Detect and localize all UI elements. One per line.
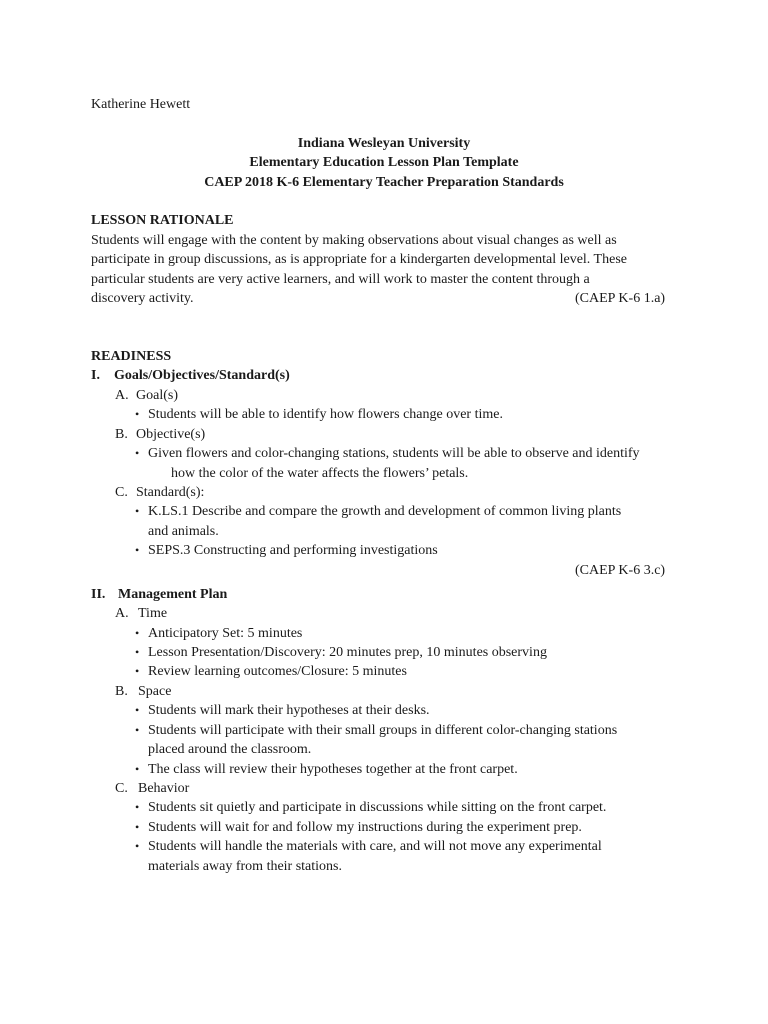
bullet-icon: • [135,407,140,421]
goal-item: Students will be able to identify how flowers change over time. [148,407,503,422]
subsection-title-behavior: Behavior [138,781,190,796]
objective-item-continued: how the color of the water affects the flowers’ petals. [171,466,469,481]
subsection-letter: A. [115,388,129,403]
bullet-icon: • [135,543,140,557]
space-item: Students will mark their hypotheses at their desks. [148,703,430,718]
objective-item: Given flowers and color-changing stations, students will be able to observe and identify [148,446,640,461]
time-item: Review learning outcomes/Closure: 5 minutes [148,664,407,679]
rationale-caep-ref: (CAEP K-6 1.a) [575,291,666,306]
behavior-item: Students sit quietly and participate in discussions while sitting on the front carpet. [148,800,607,815]
subsection-title-space: Space [138,684,172,699]
header-standards: CAEP 2018 K-6 Elementary Teacher Preparation Standards [204,175,564,190]
behavior-item: Students will handle the materials with care, and will not move any experimental [148,839,602,854]
bullet-icon: • [135,446,140,460]
time-item: Lesson Presentation/Discovery: 20 minutes prep, 10 minutes observing [148,645,547,660]
bullet-icon: • [135,820,140,834]
subsection-letter: B. [115,427,128,442]
rationale-heading: LESSON RATIONALE [91,213,234,228]
bullet-icon: • [135,762,140,776]
author-name: Katherine Hewett [91,97,191,112]
subsection-title-objectives: Objective(s) [136,427,206,442]
subsection-title-standards: Standard(s): [136,485,205,500]
bullet-icon: • [135,800,140,814]
subsection-letter: C. [115,485,128,500]
subsection-title-goals: Goal(s) [136,388,178,403]
behavior-item-continued: materials away from their stations. [148,859,342,874]
standard-item: SEPS.3 Constructing and performing investigations [148,543,438,558]
rationale-line: discovery activity. [91,291,194,306]
bullet-icon: • [135,839,140,853]
bullet-icon: • [135,626,140,640]
subsection-letter: A. [115,606,129,621]
header-university: Indiana Wesleyan University [297,136,471,151]
time-item: Anticipatory Set: 5 minutes [148,626,303,641]
header-template-title: Elementary Education Lesson Plan Template [249,155,519,170]
space-item-continued: placed around the classroom. [148,742,312,757]
bullet-icon: • [135,664,140,678]
bullet-icon: • [135,504,140,518]
behavior-item: Students will wait for and follow my instructions during the experiment prep. [148,820,582,835]
standard-item-continued: and animals. [148,524,219,539]
section-numeral: I. [91,368,100,383]
subsection-letter: C. [115,781,128,796]
bullet-icon: • [135,703,140,717]
rationale-line: Students will engage with the content by making observations about visual changes as well as [91,233,617,248]
rationale-line: particular students are very active learners, and will work to master the content through a [91,272,590,287]
subsection-title-time: Time [138,606,168,621]
rationale-line: participate in group discussions, as is appropriate for a kindergarten developmental level. These [91,252,627,267]
section-title-goals: Goals/Objectives/Standard(s) [114,368,290,383]
readiness-heading: READINESS [91,349,172,364]
standards-caep-ref: (CAEP K-6 3.c) [575,563,666,578]
space-item: The class will review their hypotheses together at the front carpet. [148,762,518,777]
standard-item: K.LS.1 Describe and compare the growth and development of common living plants [148,504,622,519]
section-numeral: II. [91,587,106,602]
space-item: Students will participate with their small groups in different color-changing stations [148,723,618,738]
section-title-management: Management Plan [118,587,228,602]
subsection-letter: B. [115,684,128,699]
bullet-icon: • [135,723,140,737]
bullet-icon: • [135,645,140,659]
